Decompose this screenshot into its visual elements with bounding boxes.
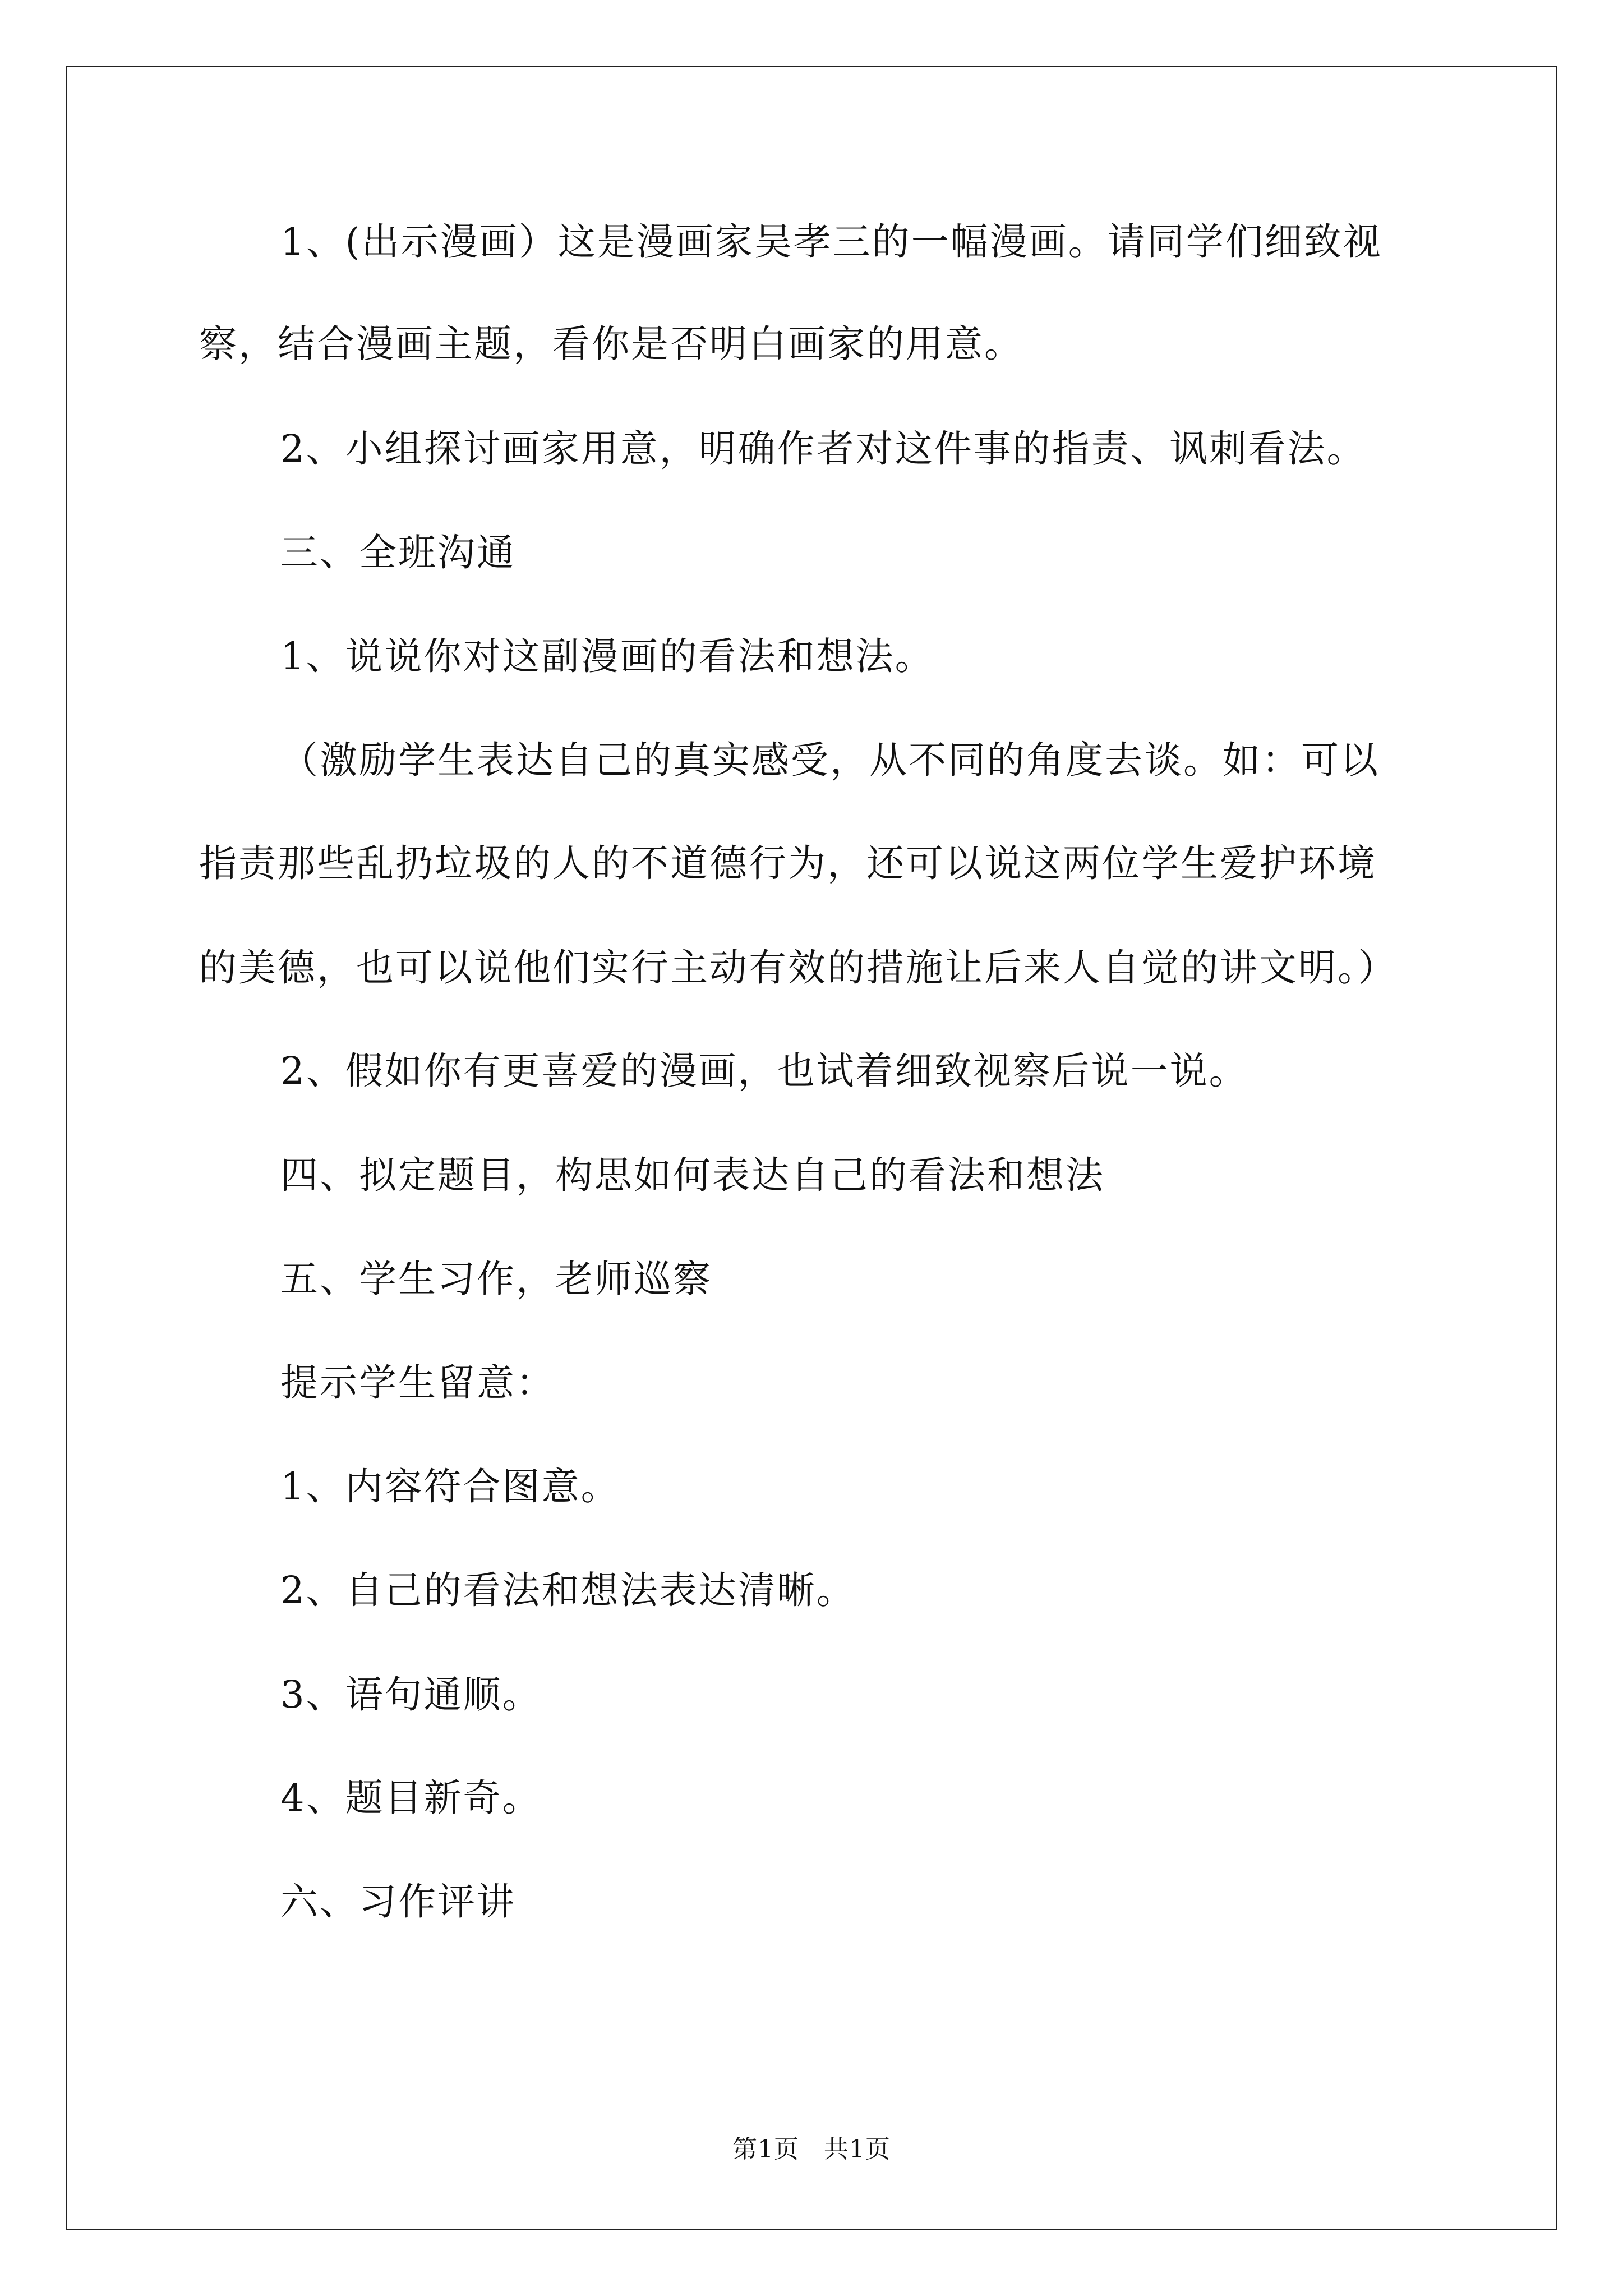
section-heading-6: 六、习作评讲 <box>280 1880 516 1924</box>
page-number-current: 第1页 <box>732 2135 799 2164</box>
paragraph-2: 2、小组探讨画家用意，明确作者对这件事的指责、讽刺看法。 <box>280 427 1366 471</box>
paragraph-1-line-1: 1、(出示漫画）这是漫画家吴孝三的一幅漫画。请同学们细致视 <box>280 220 1382 264</box>
paragraph-5-line-3: 的美德，也可以说他们实行主动有效的措施让后来人自觉的讲文明。） <box>199 946 1398 990</box>
hint-item-4: 4、题目新奇。 <box>280 1776 542 1820</box>
paragraph-4: 1、说说你对这副漫画的看法和想法。 <box>280 634 934 678</box>
page-number-total: 共1页 <box>824 2135 891 2164</box>
page-footer <box>0 2133 1623 2166</box>
paragraph-5-line-2: 指责那些乱扔垃圾的人的不道德行为，还可以说这两位学生爱护环境 <box>199 841 1377 885</box>
paragraph-6: 2、假如你有更喜爱的漫画，也试着细致视察后说一说。 <box>280 1049 1248 1093</box>
paragraph-5-line-1: （激励学生表达自己的真实感受，从不同的角度去谈。如：可以 <box>280 738 1380 782</box>
hint-item-3: 3、语句通顺。 <box>280 1673 542 1717</box>
section-heading-4: 四、拟定题目，构思如何表达自己的看法和想法 <box>280 1153 1105 1197</box>
section-heading-3: 三、全班沟通 <box>280 531 516 574</box>
paragraph-hint: 提示学生留意： <box>280 1361 555 1405</box>
paragraph-1-line-2: 察，结合漫画主题，看你是否明白画家的用意。 <box>199 322 1023 366</box>
section-heading-5: 五、学生习作，老师巡察 <box>280 1257 712 1301</box>
hint-item-2: 2、自己的看法和想法表达清晰。 <box>280 1568 856 1612</box>
hint-item-1: 1、内容符合图意。 <box>280 1465 620 1508</box>
